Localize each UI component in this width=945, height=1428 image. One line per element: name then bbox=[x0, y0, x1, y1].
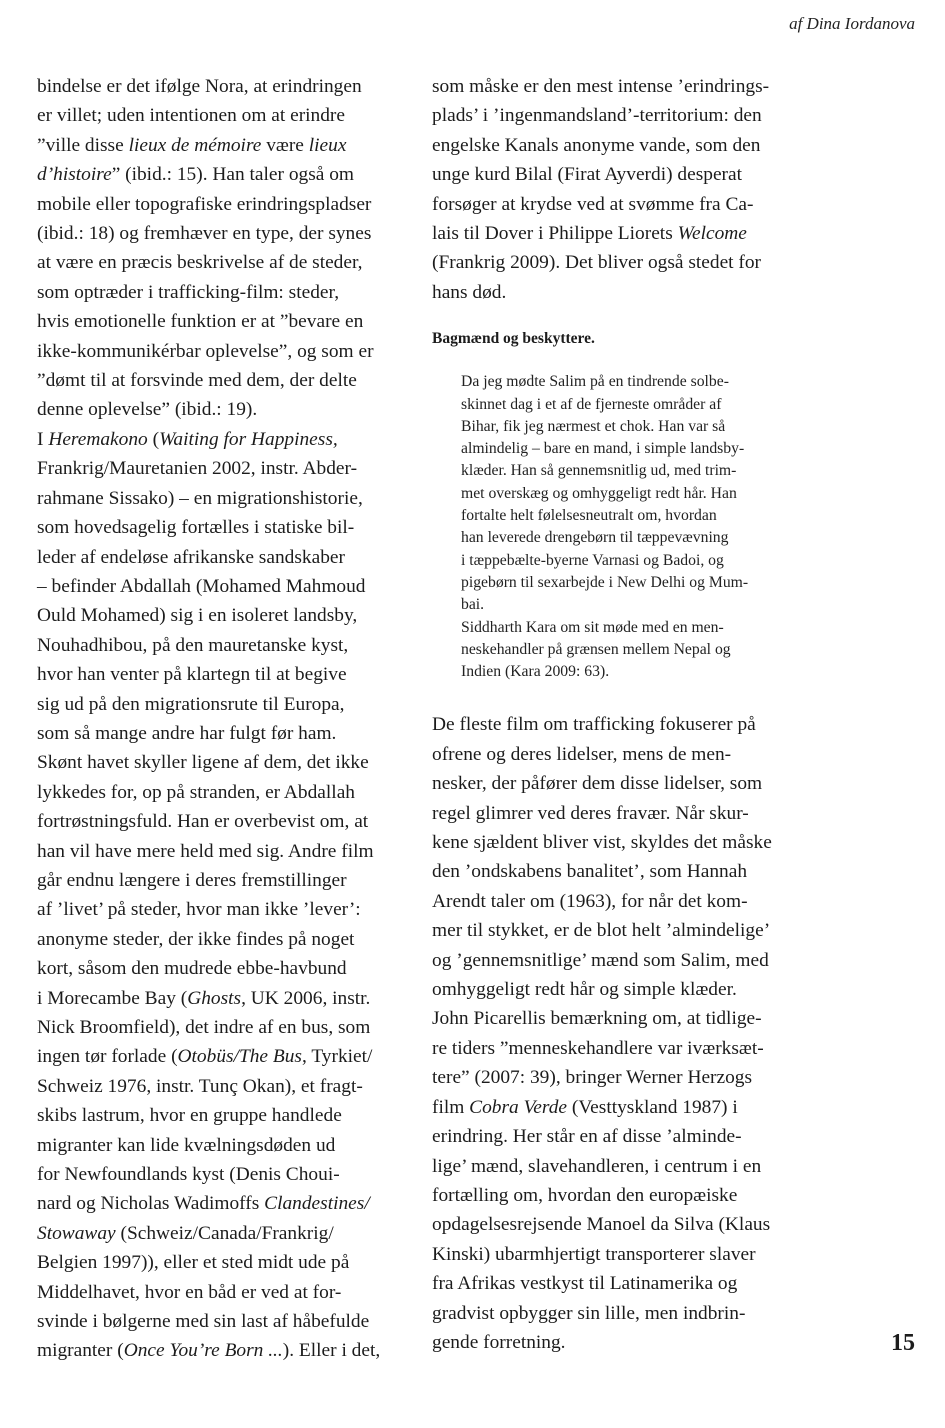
text-line: skibs lastrum, hvor en gruppe handlede bbox=[37, 1105, 342, 1127]
text-line: som optræder i trafficking-film: steder, bbox=[37, 281, 340, 303]
text-line: pigebørn til sexarbejde i New Delhi og Mum- bbox=[461, 573, 749, 591]
text-line: hans død. bbox=[432, 281, 507, 303]
text-line: migranter (Once You’re Born ...). Eller i det, bbox=[37, 1340, 381, 1362]
text-line: lykkedes for, op på stranden, er Abdallah bbox=[37, 781, 355, 803]
text-line: fra Afrikas vestkyst til Latinamerika og bbox=[432, 1273, 738, 1295]
page-number: 15 bbox=[891, 1330, 915, 1356]
text-line: som hovedsagelig fortælles i statiske bil- bbox=[37, 517, 355, 539]
text-line: og ’gennemsnitlige’ mænd som Salim, med bbox=[432, 949, 769, 971]
text-line: almindelig – bare en mand, i simple landsby- bbox=[461, 440, 745, 458]
text-line: bai. bbox=[461, 596, 485, 614]
text-line: plads’ i ’ingenmandsland’-territorium: den bbox=[432, 105, 762, 127]
text-line: I Heremakono (Waiting for Happiness, bbox=[37, 428, 338, 450]
text-line: den ’ondskabens banalitet’, som Hannah bbox=[432, 861, 748, 883]
text-line: Schweiz 1976, instr. Tunç Okan), et fragt- bbox=[37, 1075, 363, 1097]
text-line: opdagelsesrejsende Manoel da Silva (Klaus bbox=[432, 1214, 771, 1236]
right-column-bottom-text bbox=[432, 710, 812, 1357]
text-line: Indien (Kara 2009: 63). bbox=[461, 663, 610, 681]
text-line: mobile eller topografiske erindringspladser bbox=[37, 193, 372, 215]
text-line: klæder. Han så gennemsnitlig ud, med trim- bbox=[461, 462, 737, 480]
text-line: Skønt havet skyller ligene af dem, det ikke bbox=[37, 752, 369, 774]
text-line: lais til Dover i Philippe Liorets Welcome bbox=[432, 223, 747, 245]
text-line: Nouhadhibou, på den mauretanske kyst, bbox=[37, 634, 349, 656]
text-line: John Picarellis bemærkning om, at tidlige- bbox=[432, 1008, 762, 1030]
text-line: erindring. Her står en af disse ’alminde- bbox=[432, 1126, 742, 1148]
text-line: unge kurd Bilal (Firat Ayverdi) desperat bbox=[432, 164, 743, 186]
text-line: Ould Mohamed) sig i en isoleret landsby, bbox=[37, 605, 358, 627]
text-line: går endnu længere i deres fremstillinger bbox=[37, 869, 347, 891]
text-line: Stowaway (Schweiz/Canada/Frankrig/ bbox=[37, 1222, 334, 1244]
text-line: i Morecambe Bay (Ghosts, UK 2006, instr. bbox=[37, 987, 371, 1009]
text-line: Frankrig/Mauretanien 2002, instr. Abder- bbox=[37, 458, 358, 480]
text-line: ofrene og deres lidelser, mens de men- bbox=[432, 743, 732, 765]
text-line: met overskæg og omhyggeligt redt hår. Han bbox=[461, 484, 737, 502]
text-line: han leverede drengebørn til tæppevævning bbox=[461, 529, 729, 547]
text-line: gende forretning. bbox=[432, 1331, 566, 1353]
text-line: sig ud på den migrationsrute til Europa, bbox=[37, 693, 345, 715]
text-line: film Cobra Verde (Vesttyskland 1987) i bbox=[432, 1096, 738, 1118]
text-line: tere” (2007: 39), bringer Werner Herzogs bbox=[432, 1067, 753, 1089]
text-line: ingen tør forlade (Otobüs/The Bus, Tyrkiet/ bbox=[37, 1046, 373, 1068]
text-line: anonyme steder, der ikke findes på noget bbox=[37, 928, 355, 950]
text-line: lige’ mænd, slavehandleren, i centrum i en bbox=[432, 1155, 762, 1177]
text-line: han vil have mere held med sig. Andre film bbox=[37, 840, 374, 862]
text-line: af ’livet’ på steder, hvor man ikke ’lever’: bbox=[37, 899, 361, 921]
left-column bbox=[37, 72, 415, 1366]
text-line: Nick Broomfield), det indre af en bus, som bbox=[37, 1017, 371, 1038]
text-line: ikke-kommunikérbar oplevelse”, og som er bbox=[37, 340, 374, 362]
text-line: kort, såsom den mudrede ebbe-havbund bbox=[37, 958, 347, 980]
text-line: d’histoire” (ibid.: 15). Han taler også om bbox=[37, 164, 355, 186]
text-line: bindelse er det ifølge Nora, at erindringen bbox=[37, 76, 362, 97]
right-column-top-text bbox=[432, 72, 812, 307]
text-line: i tæppebælte-byerne Varnasi og Badoi, og bbox=[461, 551, 724, 569]
text-line: rahmane Sissako) – en migrationshistorie, bbox=[37, 487, 363, 509]
text-line: leder af endeløse afrikanske sandskaber bbox=[37, 546, 345, 568]
text-line: fortalte helt følelsesneutralt om, hvordan bbox=[461, 507, 717, 525]
epigraph-quote bbox=[461, 371, 812, 683]
text-line: omhyggeligt redt hår og simple klæder. bbox=[432, 979, 737, 1001]
text-line: nesker, der påfører dem disse lidelser, som bbox=[432, 773, 763, 795]
text-line: forsøger at krydse ved at svømme fra Ca- bbox=[432, 193, 754, 215]
text-line: skinnet dag i et af de fjerneste områder af bbox=[461, 395, 722, 413]
text-line: (Frankrig 2009). Det bliver også stedet for bbox=[432, 252, 762, 274]
text-line: hvor han venter på klartegn til at begive bbox=[37, 664, 347, 686]
text-line: re tiders ”menneskehandlere var iværksæt- bbox=[432, 1037, 764, 1059]
text-line: De fleste film om trafficking fokuserer på bbox=[432, 714, 756, 736]
text-line: engelske Kanals anonyme vande, som den bbox=[432, 134, 761, 156]
text-line: Bihar, fik jeg nærmest et chok. Han var så bbox=[461, 417, 726, 435]
text-line: for Newfoundlands kyst (Denis Choui- bbox=[37, 1164, 340, 1186]
text-line: Belgien 1997)), eller et sted midt ude på bbox=[37, 1252, 350, 1274]
text-line: fortrøstningsfuld. Han er overbevist om, at bbox=[37, 811, 369, 833]
text-line: svinde i bølgerne med sin last af håbefulde bbox=[37, 1311, 370, 1333]
text-line: – befinder Abdallah (Mohamed Mahmoud bbox=[37, 575, 366, 597]
text-line: Kinski) ubarmhjertigt transporterer slaver bbox=[432, 1243, 756, 1265]
text-line: er villet; uden intentionen om at erindre bbox=[37, 105, 345, 127]
text-line: Middelhavet, hvor en båd er ved at for- bbox=[37, 1281, 342, 1303]
text-line: kene sjældent bliver vist, skyldes det måske bbox=[432, 832, 772, 854]
section-heading: Bagmænd og beskyttere. bbox=[432, 330, 595, 348]
text-line: Arendt taler om (1963), for når det kom- bbox=[432, 890, 748, 912]
text-line: ”dømt til at forsvinde med dem, der delte bbox=[37, 370, 357, 392]
text-line: nard og Nicholas Wadimoffs Clandestines/ bbox=[37, 1193, 370, 1215]
text-line: at være en præcis beskrivelse af de steder, bbox=[37, 252, 363, 274]
text-line: fortælling om, hvordan den europæiske bbox=[432, 1184, 738, 1206]
text-line: regel glimrer ved deres fravær. Når skur- bbox=[432, 802, 749, 824]
text-line: (ibid.: 18) og fremhæver en type, der synes bbox=[37, 223, 372, 245]
text-line: som måske er den mest intense ’erindrings- bbox=[432, 76, 770, 97]
text-line: ”ville disse lieux de mémoire være lieux bbox=[37, 134, 347, 156]
text-line: neskehandler på grænsen mellem Nepal og bbox=[461, 640, 731, 658]
right-column bbox=[432, 72, 812, 1357]
text-line: migranter kan lide kvælningsdøden ud bbox=[37, 1134, 336, 1156]
text-line: mer til stykket, er de blot helt ’almindelige’ bbox=[432, 920, 771, 942]
running-head-author: af Dina Iordanova bbox=[789, 14, 915, 33]
text-line: som så mange andre har fulgt før ham. bbox=[37, 722, 337, 744]
text-line: hvis emotionelle funktion er at ”bevare en bbox=[37, 311, 364, 333]
text-line: Siddharth Kara om sit møde med en men- bbox=[461, 618, 724, 636]
text-line: denne oplevelse” (ibid.: 19). bbox=[37, 399, 258, 421]
text-line: Da jeg mødte Salim på en tindrende solbe- bbox=[461, 373, 729, 391]
text-line: gradvist opbygger sin lille, men indbrin- bbox=[432, 1302, 746, 1324]
